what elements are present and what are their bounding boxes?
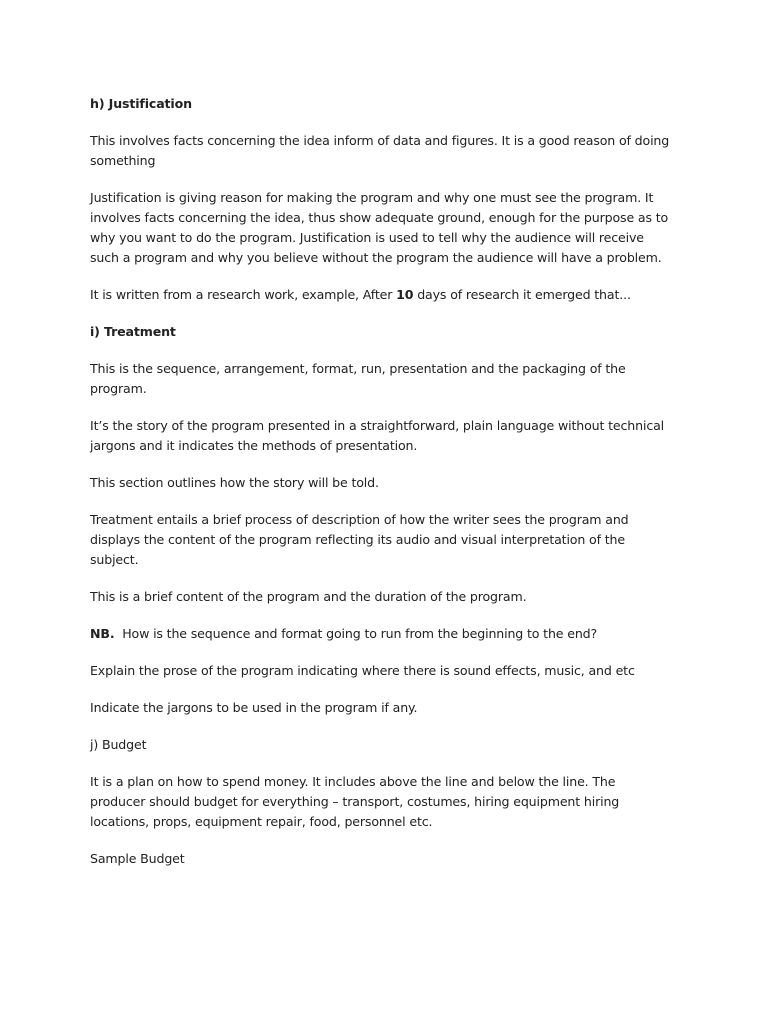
treatment-paragraph-7: Indicate the jargons to be used in the program if any.	[90, 700, 418, 715]
nb-note	[90, 624, 670, 644]
research-days-number: 10	[396, 287, 414, 302]
justification-paragraph-3	[90, 285, 670, 305]
justification-heading: h) Justification	[90, 96, 192, 111]
treatment-paragraph-4-end: subject.	[90, 552, 139, 567]
treatment-paragraph-4	[90, 510, 670, 570]
nb-label: NB.	[90, 626, 115, 641]
nb-text: How is the sequence and format going to run from the beginning to the end?	[114, 626, 598, 641]
justification-paragraph-3-start: It is written from a research work, example, After	[90, 287, 397, 302]
justification-paragraph-2: Justification is giving reason for making the program and why one must see the program. It involves facts concerning the idea, thus show adequate ground, enough for the purpose as to why you want to do the program. Justification is used to tell why the audience will receive such a program and why you believe without the program the audience will have a problem.	[90, 190, 669, 265]
justification-paragraph-3-end: days of research it emerged that...	[413, 287, 631, 302]
justification-paragraph-1: This involves facts concerning the idea inform of data and figures. It is a good reason of doing something	[90, 133, 670, 168]
treatment-paragraph-6: Explain the prose of the program indicating where there is sound effects, music, and etc	[90, 663, 635, 678]
treatment-paragraph-4-start: Treatment entails a brief process of description of how the writer sees the program and displays the content of the program reflecting its audio and visual interpretation of the	[90, 512, 629, 547]
treatment-paragraph-3: This section outlines how the story will be told.	[90, 475, 379, 490]
treatment-paragraph-2: It’s the story of the program presented in a straightforward, plain language without technical jargons and it indicates the methods of presentation.	[90, 418, 665, 453]
sample-budget-label: Sample Budget	[90, 851, 185, 866]
treatment-paragraph-1: This is the sequence, arrangement, format, run, presentation and the packaging of the program.	[90, 361, 626, 396]
budget-paragraph-1: It is a plan on how to spend money. It includes above the line and below the line. The producer should budget for everything – transport, costumes, hiring equipment hiring locations, props, equipment repair, food, personnel etc.	[90, 774, 620, 829]
treatment-paragraph-5: This is a brief content of the program and the duration of the program.	[90, 589, 527, 604]
budget-heading: j) Budget	[90, 737, 147, 752]
treatment-heading: i) Treatment	[90, 324, 176, 339]
document-page	[90, 94, 670, 886]
